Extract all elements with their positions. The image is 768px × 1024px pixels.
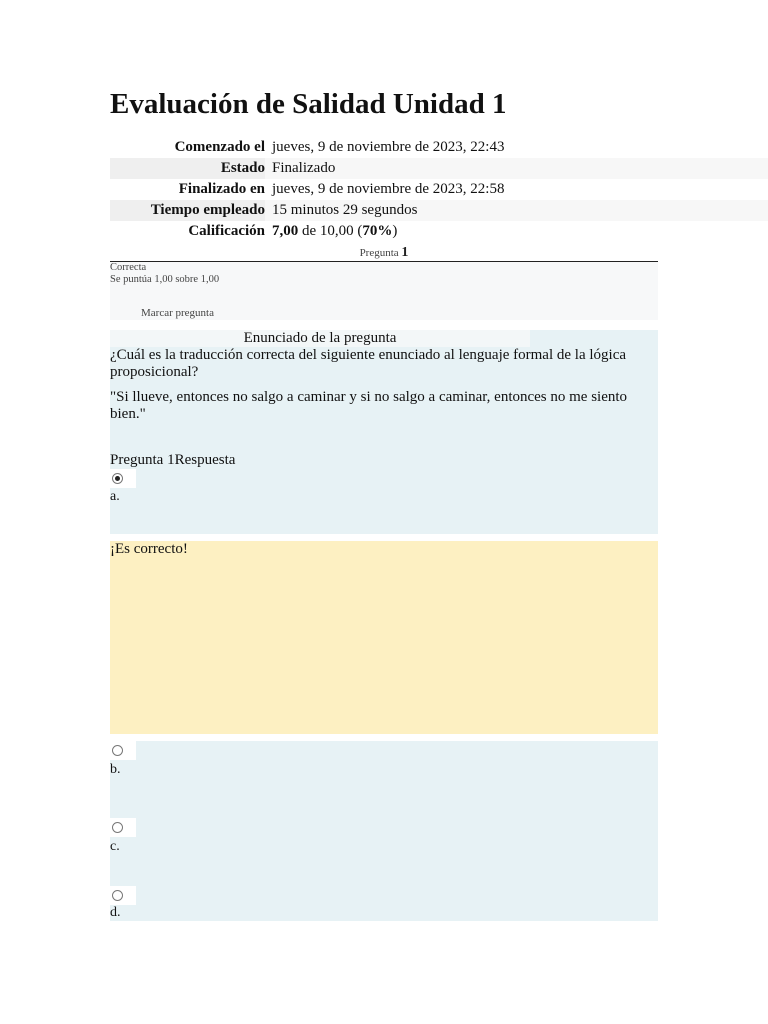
option-b-letter: b. [110, 762, 121, 777]
question-heading: Enunciado de la pregunta [110, 330, 530, 347]
grade-close: ) [392, 223, 398, 239]
question-info [110, 262, 658, 320]
summary-label: Estado [110, 158, 265, 179]
option-c-letter: c. [110, 839, 120, 854]
specific-feedback [110, 541, 658, 734]
grade-total: de 10,00 ( [298, 223, 363, 239]
summary-value: 15 minutos 29 segundos [265, 200, 768, 221]
flag-question-link[interactable]: Marcar pregunta [141, 307, 214, 319]
question-number-value: 1 [401, 245, 409, 260]
option-a-radio-box[interactable] [110, 469, 136, 488]
summary-value: Finalizado [265, 158, 768, 179]
summary-row-started [110, 137, 768, 158]
page-title: Evaluación de Salidad Unidad 1 [110, 88, 507, 120]
feedback-text: ¡Es correcto! [110, 541, 188, 557]
option-d-letter: d. [110, 905, 121, 920]
question-prompt: ¿Cuál es la traducción correcta del siguiente enunciado al lenguaje formal de la lógica proposicional? [110, 347, 627, 380]
option-a-letter: a. [110, 489, 120, 504]
grade-score: 7,00 [272, 223, 299, 239]
grade-value [265, 221, 768, 242]
summary-label: Comenzado el [174, 139, 265, 155]
summary-row-grade [110, 221, 768, 242]
question-state: Correcta [110, 262, 147, 273]
question-text [110, 347, 630, 431]
question-number [110, 244, 658, 262]
option-c-radio-box[interactable] [110, 818, 136, 837]
option-b-radio-box[interactable] [110, 741, 136, 760]
summary-value: jueves, 9 de noviembre de 2023, 22:43 [272, 139, 505, 155]
attempt-summary-table [110, 137, 768, 242]
summary-row-time-taken [110, 200, 768, 221]
answer-label: Pregunta 1Respuesta [110, 452, 236, 468]
summary-row-finished [110, 179, 768, 200]
question-statement: "Si llueve, entonces no salgo a caminar y si no salgo a caminar, entonces no me siento bien." [110, 389, 628, 422]
summary-value: jueves, 9 de noviembre de 2023, 22:58 [272, 181, 505, 197]
summary-label: Calificación [188, 223, 265, 239]
answer-options [110, 741, 658, 921]
radio-unselected-icon[interactable] [112, 745, 123, 756]
summary-label: Finalizado en [178, 181, 265, 197]
radio-unselected-icon[interactable] [112, 890, 123, 901]
grade-percent: 70% [362, 223, 393, 239]
radio-selected-icon[interactable] [112, 473, 123, 484]
summary-label: Tiempo empleado [110, 200, 265, 221]
question-number-label: Pregunta [359, 247, 399, 259]
summary-row-state [110, 158, 768, 179]
question-grade: Se puntúa 1,00 sobre 1,00 [110, 274, 220, 285]
option-d-radio-box[interactable] [110, 886, 136, 905]
radio-unselected-icon[interactable] [112, 822, 123, 833]
question-content [110, 330, 658, 534]
